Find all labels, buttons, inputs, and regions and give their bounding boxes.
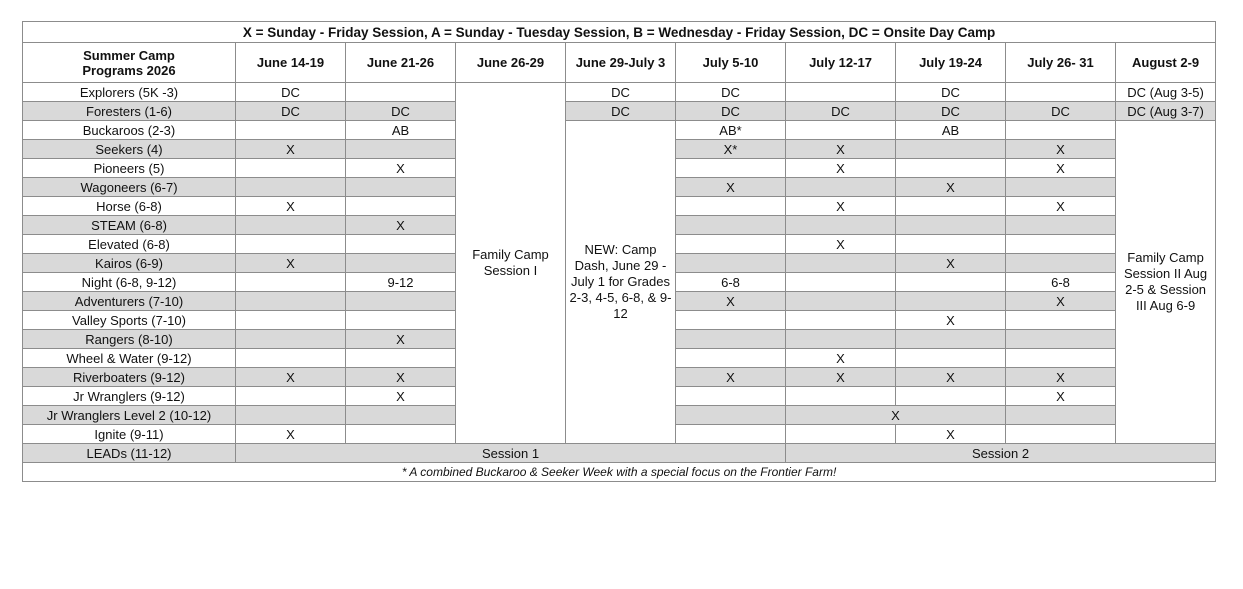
week-cell <box>676 406 786 425</box>
camp-schedule-table <box>22 21 1216 482</box>
header-week: June 14-19 <box>236 43 346 83</box>
week-cell: X <box>786 159 896 178</box>
week-cell <box>896 140 1006 159</box>
week-cell: X <box>786 368 896 387</box>
week-cell <box>236 235 346 254</box>
program-name: Foresters (1-6) <box>23 102 236 121</box>
week-cell <box>896 330 1006 349</box>
week-cell <box>676 197 786 216</box>
header-row <box>23 43 1216 83</box>
week-cell: X <box>676 368 786 387</box>
week-cell: X <box>236 140 346 159</box>
week-cell: X <box>346 368 456 387</box>
week-cell: AB <box>346 121 456 140</box>
header-week: June 26-29 <box>456 43 566 83</box>
week-cell: DC <box>896 102 1006 121</box>
week-cell: 9-12 <box>346 273 456 292</box>
program-name: Kairos (6-9) <box>23 254 236 273</box>
week-cell: X <box>346 387 456 406</box>
week-cell <box>236 292 346 311</box>
week-cell <box>1006 83 1116 102</box>
week-cell: DC <box>236 102 346 121</box>
week-cell: DC <box>566 83 676 102</box>
header-title-line2: Programs 2026 <box>82 62 176 78</box>
week-cell: DC <box>896 83 1006 102</box>
program-name: Seekers (4) <box>23 140 236 159</box>
week-cell <box>786 121 896 140</box>
week-cell <box>896 216 1006 235</box>
week-cell: X <box>896 311 1006 330</box>
week-cell: X <box>236 368 346 387</box>
week-cell <box>676 349 786 368</box>
family-camp-session-2-3: Family Camp Session II Aug 2-5 & Session III Aug 6-9 <box>1116 121 1216 444</box>
week-cell <box>1006 330 1116 349</box>
week-cell <box>676 425 786 444</box>
program-name: Jr Wranglers (9-12) <box>23 387 236 406</box>
week-cell <box>1006 178 1116 197</box>
program-name: Wheel & Water (9-12) <box>23 349 236 368</box>
week-cell <box>1006 406 1116 425</box>
footnote-text: * A combined Buckaroo & Seeker Week with a special focus on the Frontier Farm! <box>23 463 1216 482</box>
week-cell <box>786 273 896 292</box>
week-cell <box>236 159 346 178</box>
header-title <box>23 43 236 83</box>
week-cell: X <box>346 216 456 235</box>
program-name: Horse (6-8) <box>23 197 236 216</box>
program-name: LEADs (11-12) <box>23 444 236 463</box>
week-cell <box>786 254 896 273</box>
program-name: Jr Wranglers Level 2 (10-12) <box>23 406 236 425</box>
week-cell <box>896 387 1006 406</box>
leads-session-2: Session 2 <box>786 444 1216 463</box>
week-cell: X <box>236 254 346 273</box>
week-cell <box>346 197 456 216</box>
week-cell: X <box>896 368 1006 387</box>
program-name: Elevated (6-8) <box>23 235 236 254</box>
week-cell: 6-8 <box>676 273 786 292</box>
week-cell: X <box>676 292 786 311</box>
week-cell: X <box>346 159 456 178</box>
family-camp-session-1: Family Camp Session I <box>456 83 566 444</box>
week-cell <box>676 254 786 273</box>
week-cell <box>236 330 346 349</box>
week-cell: X <box>1006 387 1116 406</box>
leads-session-1: Session 1 <box>236 444 786 463</box>
week-cell: X <box>786 349 896 368</box>
footnote-row <box>23 463 1216 482</box>
leads-row <box>23 444 1216 463</box>
week-cell <box>676 311 786 330</box>
week-cell <box>676 235 786 254</box>
week-cell <box>896 273 1006 292</box>
week-cell <box>1006 425 1116 444</box>
week-cell: AB* <box>676 121 786 140</box>
header-week: July 5-10 <box>676 43 786 83</box>
week-cell <box>896 197 1006 216</box>
week-cell <box>896 235 1006 254</box>
week-cell <box>896 292 1006 311</box>
table-row <box>23 121 1216 140</box>
week-cell <box>236 273 346 292</box>
week-cell <box>236 387 346 406</box>
program-name: Pioneers (5) <box>23 159 236 178</box>
camp-dash-cell: NEW: Camp Dash, June 29 - July 1 for Grades 2-3, 4-5, 6-8, & 9-12 <box>566 121 676 444</box>
week-cell: X <box>786 140 896 159</box>
program-name: Night (6-8, 9-12) <box>23 273 236 292</box>
week-cell: X <box>896 254 1006 273</box>
week-cell <box>236 349 346 368</box>
week-cell: X <box>896 425 1006 444</box>
week-cell <box>786 178 896 197</box>
header-title-line1: Summer Camp <box>83 47 175 63</box>
program-name: STEAM (6-8) <box>23 216 236 235</box>
program-name: Riverboaters (9-12) <box>23 368 236 387</box>
week-cell: DC <box>566 102 676 121</box>
week-cell <box>346 292 456 311</box>
week-cell <box>1006 311 1116 330</box>
week-cell <box>1006 121 1116 140</box>
week-cell <box>1006 235 1116 254</box>
week-cell: DC <box>1006 102 1116 121</box>
week-cell: X <box>236 197 346 216</box>
week-cell <box>1006 254 1116 273</box>
week-cell <box>236 216 346 235</box>
legend-row <box>23 22 1216 43</box>
week-cell: X <box>896 178 1006 197</box>
week-cell: X <box>1006 159 1116 178</box>
week-cell <box>1006 349 1116 368</box>
week-cell <box>786 311 896 330</box>
week-cell: 6-8 <box>1006 273 1116 292</box>
week-cell: X <box>786 197 896 216</box>
week-cell <box>346 311 456 330</box>
week-cell <box>1006 216 1116 235</box>
week-cell: X <box>786 406 1006 425</box>
week-cell: X* <box>676 140 786 159</box>
week-cell: DC <box>346 102 456 121</box>
week-cell: X <box>1006 292 1116 311</box>
week-cell <box>786 425 896 444</box>
week-cell <box>346 178 456 197</box>
week-cell: X <box>786 235 896 254</box>
week-cell <box>786 83 896 102</box>
header-week: June 29-July 3 <box>566 43 676 83</box>
week-cell: DC <box>676 102 786 121</box>
week-cell <box>346 140 456 159</box>
program-name: Rangers (8-10) <box>23 330 236 349</box>
week-cell <box>236 178 346 197</box>
week-cell <box>786 292 896 311</box>
week-cell: AB <box>896 121 1006 140</box>
week-cell: X <box>1006 197 1116 216</box>
week-cell <box>786 330 896 349</box>
header-week: June 21-26 <box>346 43 456 83</box>
week-cell: DC (Aug 3-5) <box>1116 83 1216 102</box>
program-name: Explorers (5K -3) <box>23 83 236 102</box>
week-cell <box>346 254 456 273</box>
week-cell <box>346 406 456 425</box>
week-cell <box>676 330 786 349</box>
week-cell <box>236 121 346 140</box>
week-cell <box>896 349 1006 368</box>
week-cell <box>676 216 786 235</box>
week-cell <box>236 311 346 330</box>
week-cell: X <box>1006 140 1116 159</box>
week-cell <box>676 159 786 178</box>
week-cell <box>346 83 456 102</box>
week-cell <box>346 349 456 368</box>
header-week: July 12-17 <box>786 43 896 83</box>
week-cell <box>346 235 456 254</box>
week-cell: DC (Aug 3-7) <box>1116 102 1216 121</box>
week-cell: DC <box>676 83 786 102</box>
table-row <box>23 102 1216 121</box>
week-cell <box>896 159 1006 178</box>
week-cell <box>346 425 456 444</box>
header-week: July 19-24 <box>896 43 1006 83</box>
week-cell <box>676 387 786 406</box>
week-cell: X <box>1006 368 1116 387</box>
header-week: July 26- 31 <box>1006 43 1116 83</box>
week-cell <box>786 387 896 406</box>
program-name: Buckaroos (2-3) <box>23 121 236 140</box>
program-name: Wagoneers (6-7) <box>23 178 236 197</box>
week-cell: X <box>236 425 346 444</box>
header-week: August 2-9 <box>1116 43 1216 83</box>
program-name: Adventurers (7-10) <box>23 292 236 311</box>
program-name: Ignite (9-11) <box>23 425 236 444</box>
legend-text: X = Sunday - Friday Session, A = Sunday - Tuesday Session, B = Wednesday - Friday Session, DC = Onsite Day Camp <box>23 22 1216 43</box>
week-cell: X <box>346 330 456 349</box>
program-name: Valley Sports (7-10) <box>23 311 236 330</box>
table-row <box>23 83 1216 102</box>
week-cell: X <box>676 178 786 197</box>
week-cell: DC <box>786 102 896 121</box>
week-cell: DC <box>236 83 346 102</box>
week-cell <box>786 216 896 235</box>
week-cell <box>236 406 346 425</box>
